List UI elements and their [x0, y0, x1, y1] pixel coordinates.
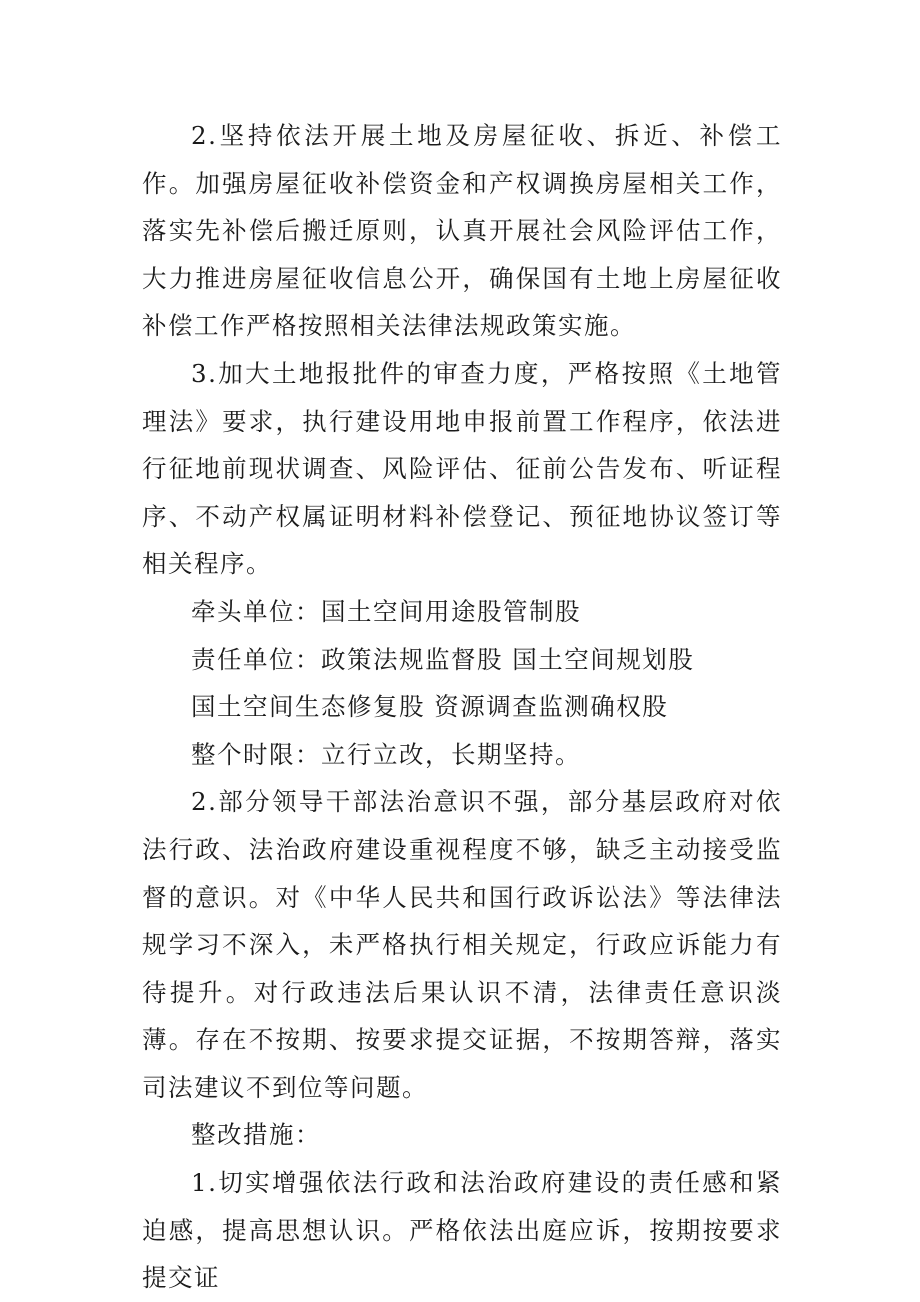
document-body — [142, 112, 782, 1302]
paragraph-land-approval-review: 3.加大土地报批件的审查力度，严格按照《土地管理法》要求，执行建设用地申报前置工作程序，依法进行征地前现状调查、风险评估、征前公告发布、听证程序、不动产权属证明材料补偿登记、预征地协议签订等相关程序。 — [142, 358, 782, 579]
paragraph-rule-of-law-issue: 2.部分领导干部法治意识不强，部分基层政府对依法行政、法治政府建设重视程度不够，缺乏主动接受监督的意识。对《中华人民共和国行政诉讼法》等法律法规学习不深入，未严格执行相关规定，行政应诉能力有待提升。对行政违法后果认识不清，法律责任意识淡薄。存在不按期、按要求提交证据，不按期答辩，落实司法建议不到位等问题。 — [142, 787, 782, 1102]
responsible-unit-line-2: 国土空间生态修复股 资源调查监测确权股 — [191, 692, 669, 722]
lead-unit-line: 牵头单位：国土空间用途股管制股 — [191, 596, 581, 626]
paragraph-measure-1: 1.切实增强依法行政和法治政府建设的责任感和紧迫感，提高思想认识。严格依法出庭应诉，按期按要求提交证 — [142, 1168, 782, 1293]
time-limit-line: 整个时限：立行立改，长期坚持。 — [191, 739, 581, 769]
paragraph-land-expropriation: 2.坚持依法开展土地及房屋征收、拆近、补偿工作。加强房屋征收补偿资金和产权调换房屋相关工作，落实先补偿后搬迁原则，认真开展社会风险评估工作，大力推进房屋征收信息公开，确保国有土地上房屋征收补偿工作严格按照相关法律法规政策实施。 — [142, 121, 782, 341]
responsible-unit-line-1: 责任单位：政策法规监督股 国土空间规划股 — [191, 644, 695, 674]
measures-heading: 整改措施： — [191, 1120, 321, 1150]
